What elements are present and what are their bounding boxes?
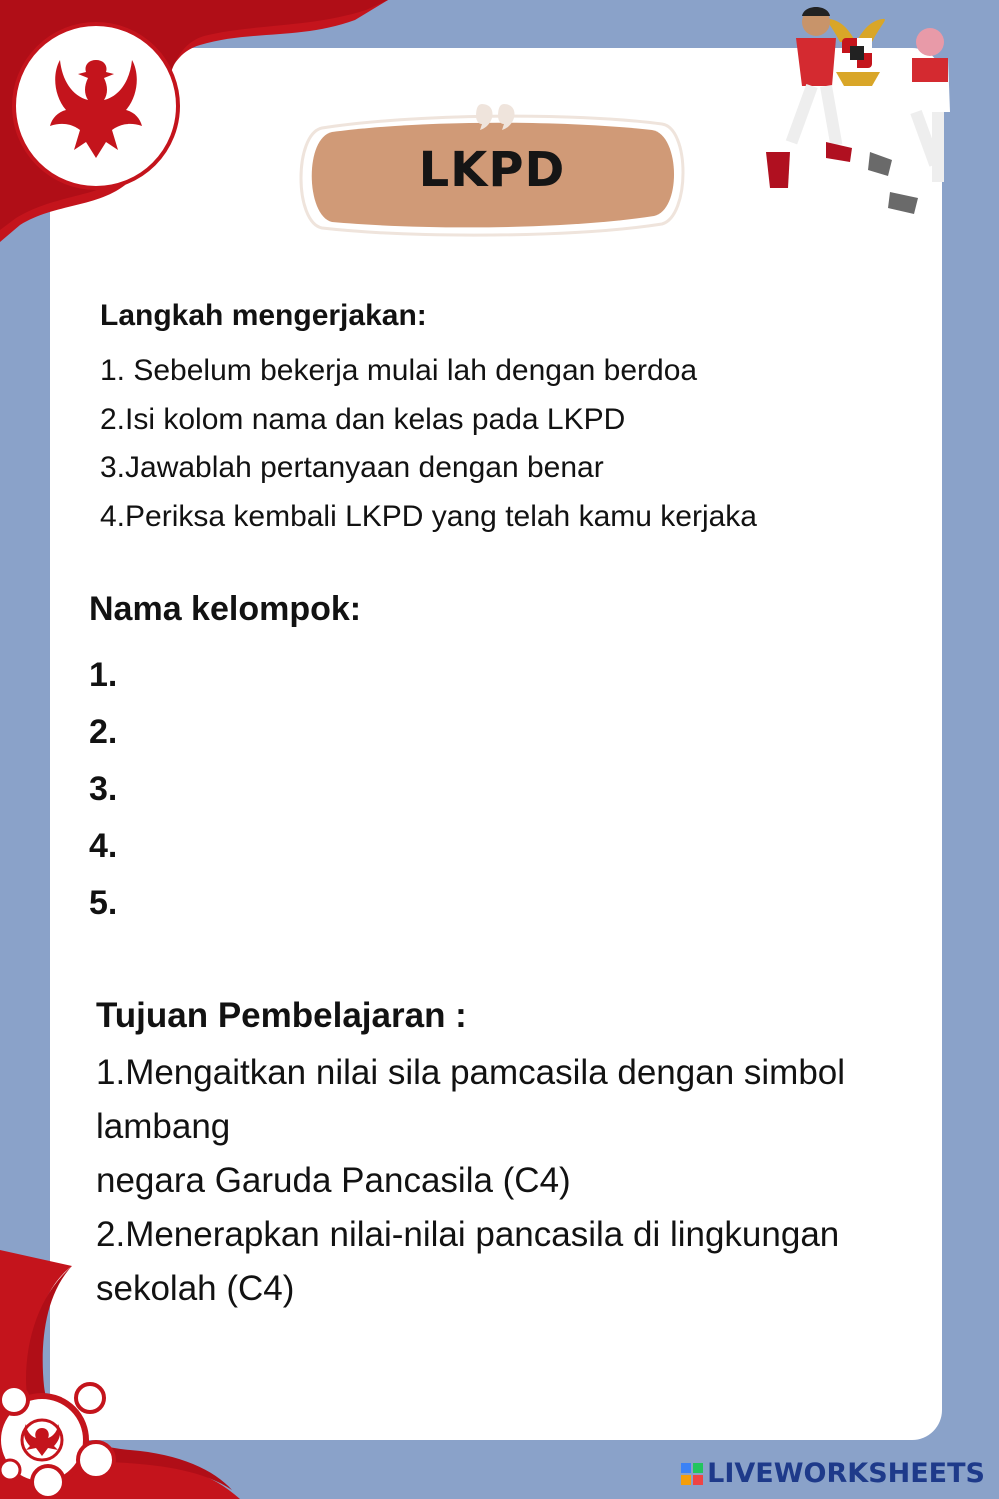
goal-line: 1.Mengaitkan nilai sila pamcasila dengan simbol lambang	[96, 1053, 846, 1146]
goal-line: 2.Menerapkan nilai-nilai pancasila di lingkungan sekolah (C4)	[96, 1215, 840, 1308]
girl-figure	[868, 28, 950, 214]
title-banner	[292, 98, 692, 246]
children-garuda-illustration	[760, 2, 960, 222]
goals-list	[96, 1046, 926, 1316]
list-item: 4.Periksa kembali LKPD yang telah kamu kerjaka	[100, 499, 757, 533]
steps-heading: Langkah mengerjakan:	[100, 299, 427, 332]
group-heading: Nama kelompok:	[89, 590, 362, 628]
goals-heading: Tujuan Pembelajaran :	[96, 996, 467, 1035]
group-member-list	[89, 647, 117, 932]
member-number: 3.	[89, 770, 118, 808]
garuda-emblem-icon	[827, 19, 885, 86]
member-number: 2.	[89, 713, 118, 751]
brand-text: LIVEWORKSHEETS	[707, 1458, 985, 1489]
page-title: LKPD	[418, 142, 566, 198]
member-number: 4.	[89, 827, 118, 865]
list-item: 3.Jawablah pertanyaan dengan benar	[100, 451, 604, 484]
list-item: 2.Isi kolom nama dan kelas pada LKPD	[100, 402, 626, 436]
steps-list	[100, 347, 757, 541]
liveworksheets-logo-icon	[681, 1463, 703, 1485]
list-item: 1. Sebelum bekerja mulai lah dengan berdoa	[100, 354, 698, 387]
member-number: 5.	[89, 884, 118, 922]
goal-line: negara Garuda Pancasila (C4)	[96, 1161, 571, 1200]
liveworksheets-brand[interactable]	[681, 1458, 985, 1489]
member-number: 1.	[89, 656, 118, 694]
